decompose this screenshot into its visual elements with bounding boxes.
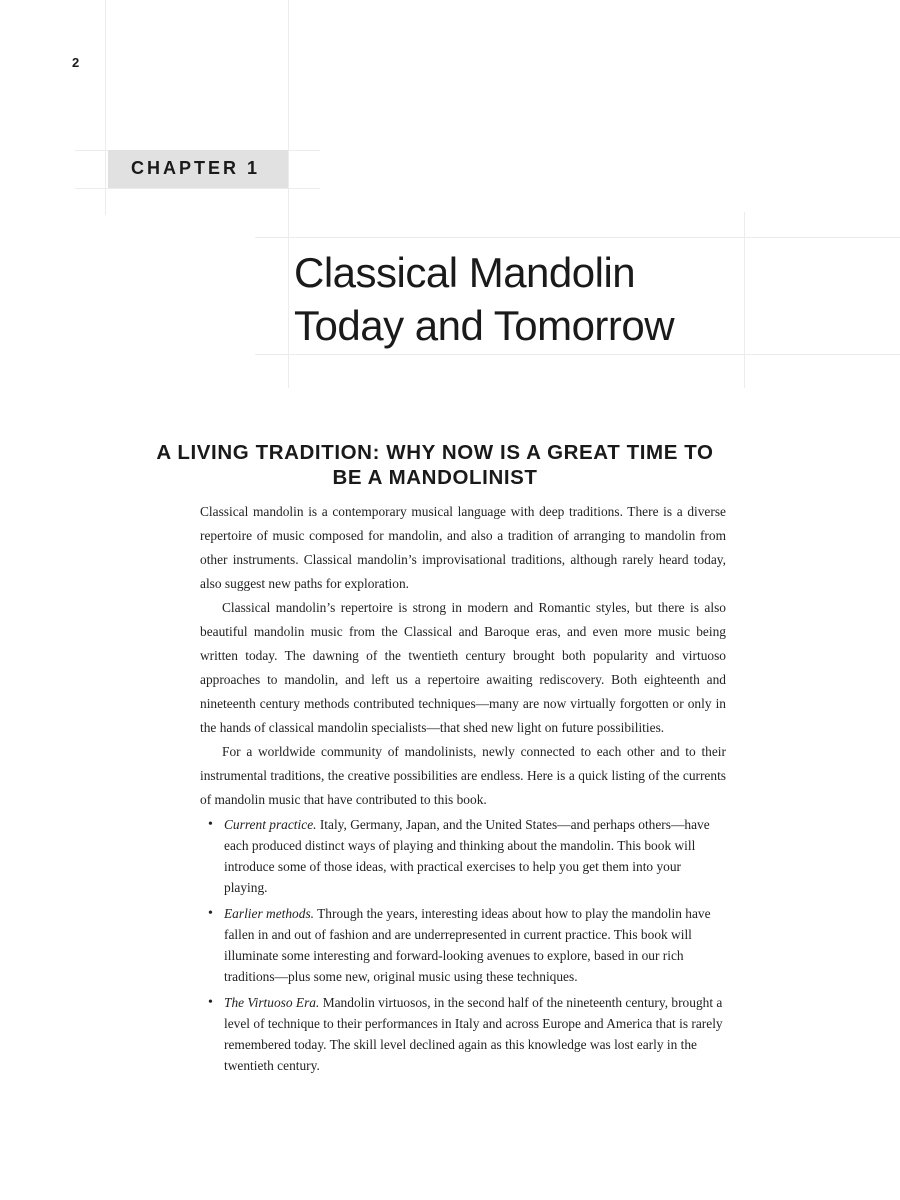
guide-line-vertical-right <box>744 212 745 388</box>
page-number: 2 <box>72 55 80 70</box>
body-text <box>200 500 726 1081</box>
list-item-text: Through the years, interesting ideas about how to play the mandolin have fallen in and out of fashion and are underrepresented in current practice. This book will illuminate some interesting and forward-looking avenues to explore, based in our rich traditions—plus some new, original music using these techniques. <box>224 906 711 984</box>
bullet-icon: • <box>208 995 213 1010</box>
guide-line-horizontal-title-top <box>255 237 900 238</box>
guide-line-horizontal-chapter-bottom <box>75 188 320 189</box>
list-item-lead: Current practice. <box>224 817 317 832</box>
guide-line-horizontal-title-bottom <box>255 354 900 355</box>
guide-line-vertical-left <box>105 0 106 215</box>
chapter-title-line-2: Today and Tomorrow <box>294 302 675 349</box>
bullet-icon: • <box>208 906 213 921</box>
paragraph: For a worldwide community of mandolinists, newly connected to each other and to their instrumental traditions, the creative possibilities are endless. Here is a quick listing of the currents of mandolin music that have contributed to this book. <box>200 744 726 807</box>
section-heading-line-1: A LIVING TRADITION: WHY NOW IS A GREAT TIME TO <box>156 441 714 464</box>
section-heading-line-2: BE A MANDOLINIST <box>332 466 538 489</box>
paragraph: Classical mandolin’s repertoire is strong in modern and Romantic styles, but there is also beautiful mandolin music from the Classical and Baroque eras, and even more music being written today. The dawning of the twentieth century brought both popularity and virtuoso approaches to mandolin, and left us a repertoire awaiting rediscovery. Both eighteenth and nineteenth century methods contributed techniques—many are now virtually forgotten or only in the hands of classical mandolin specialists—that shed new light on future possibilities. <box>200 600 726 735</box>
list-item-text: Mandolin virtuosos, in the second half of the nineteenth century, brought a level of technique to their performances in Italy and across Europe and America that is rarely remembered today. The skill level declined again as this knowledge was lost early in the twentieth century. <box>224 995 723 1073</box>
chapter-title-line-1: Classical Mandolin <box>294 249 636 296</box>
list-item <box>200 903 726 987</box>
bullet-icon: • <box>208 817 213 832</box>
paragraph: Classical mandolin is a contemporary musical language with deep traditions. There is a diverse repertoire of music composed for mandolin, and also a tradition of arranging to mandolin from other instruments. Classical mandolin’s improvisational traditions, although rarely heard today, also suggest new paths for exploration. <box>200 504 726 591</box>
list-item-lead: The Virtuoso Era. <box>224 995 320 1010</box>
guide-line-vertical-mid <box>288 0 289 388</box>
chapter-label: CHAPTER 1 <box>131 158 261 178</box>
section-heading <box>140 440 730 490</box>
bullet-list <box>200 814 726 1076</box>
list-item-lead: Earlier methods. <box>224 906 315 921</box>
chapter-title <box>294 246 674 352</box>
list-item-text: Italy, Germany, Japan, and the United States—and perhaps others—have each produced distinct ways of playing and thinking about the mandolin. This book will introduce some of those ideas, with practical exercises to help you get them into your playing. <box>224 817 710 895</box>
list-item <box>200 814 726 898</box>
list-item <box>200 992 726 1076</box>
